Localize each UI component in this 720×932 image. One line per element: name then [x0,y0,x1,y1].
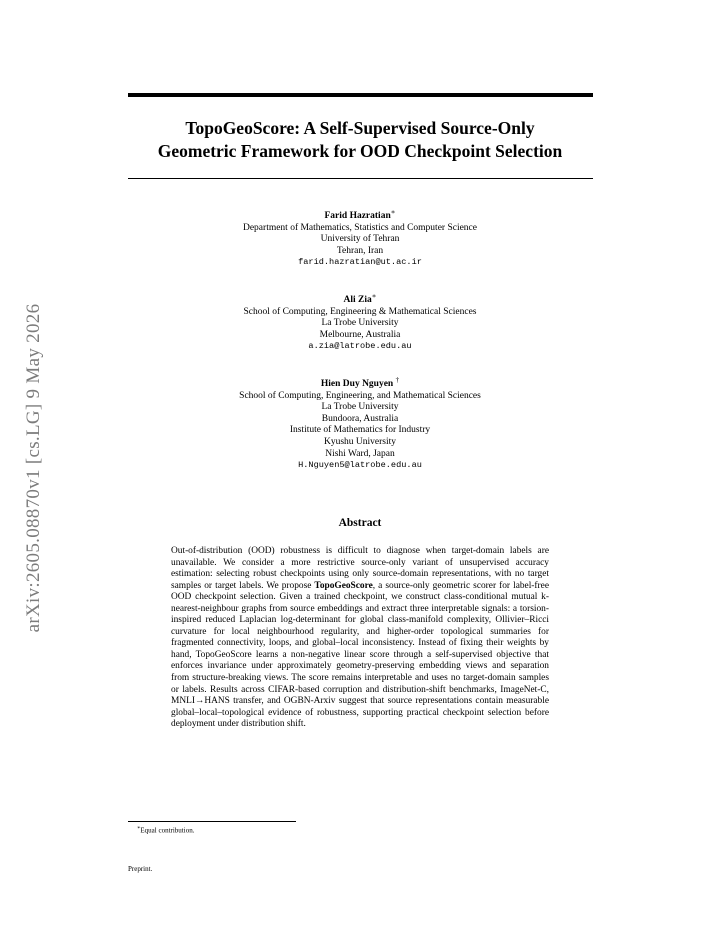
abstract-text: Out-of-distribution (OOD) robustness is difficult to diagnose when target-domain labels are unavailable. We consider a more restrictive source-only variant of unsupervised accuracy estimation: selecting robust checkpoints using only source-domain representations, with no target samples or target labels. We propose [171,546,549,591]
author-mark: ∗ [390,207,396,216]
author-name: Farid Hazratian [324,211,391,221]
footnote-rule [128,821,296,822]
affiliation-line: La Trobe University [321,402,399,413]
paper-title [110,117,610,163]
affiliation-line: Kyushu University [323,436,397,447]
author-mark: † [395,375,400,384]
preprint-label: Preprint. [128,865,153,873]
affiliation-line: School of Computing, Engineering, and Mathematical Sciences [239,390,481,401]
author-email: a.zia@latrobe.edu.au [308,341,412,352]
author-email: H.Nguyen5@latrobe.edu.au [298,460,422,471]
author-block-3 [160,375,560,472]
affiliation-line: Institute of Mathematics for Industry [289,425,431,436]
author-name: Hien Duy Nguyen [320,379,394,389]
footnote-text: Equal contribution. [140,826,195,835]
abstract-method-name: TopoGeoScore [314,580,373,591]
affiliation-line: School of Computing, Engineering & Mathematical Sciences [243,306,477,317]
affiliation-line: Department of Mathematics, Statistics and Computer Science [242,222,477,233]
affiliation-line: University of Tehran [320,234,400,245]
author-mark: ∗ [371,291,377,300]
affiliation-line: Melbourne, Australia [319,329,401,340]
abstract-heading: Abstract [338,517,382,529]
abstract-body [171,546,549,731]
title-bottom-rule [128,178,593,179]
affiliation-line: La Trobe University [321,318,399,329]
affiliation-line: Tehran, Iran [336,245,384,256]
affiliation-line: Bundoora, Australia [321,413,399,424]
author-name: Ali Zia [343,295,372,305]
author-block-1 [160,207,560,269]
title-line-2: Geometric Framework for OOD Checkpoint Selection [157,141,563,161]
author-email: farid.hazratian@ut.ac.ir [298,257,422,268]
footnote [137,825,194,834]
arxiv-identifier-text: arXiv:2605.08870v1 [cs.LG] 9 May 2026 [23,303,44,633]
affiliation-line: Nishi Ward, Japan [325,448,395,459]
footnote-mark: ∗ [137,826,141,831]
abstract-text: , a source-only geometric scorer for label-free OOD checkpoint selection. Given a trained checkpoint, we construct class-conditional mutual k-nearest-neighbour graphs from source embeddings and extract three interpretable signals: a torsion-inspired reduced Laplacian log-determinant for global class-manifold complexity, Ollivier–Ricci curvature for local neighbourhood regularity, and higher-order topological summaries for fragmented connectivity, loops, and global–local inconsistency. Instead of fixing their weights by hand, TopoGeoScore learns a non-negative linear score through a self-supervised objective that enforces invariance under approximately geometry-preserving embedding views and separation from structure-breaking views. The score remains interpretable and uses no target-domain samples or labels. Results across CIFAR-based corruption and distribution-shift benchmarks, ImageNet-C, MNLI→HANS transfer, and OGBN-Arxiv suggest that source representations contain measurable global–local–topological evidence of robustness, supporting practical checkpoint selection before deployment under distribution shift. [171,580,549,730]
author-block-2 [160,291,560,353]
title-top-rule [128,93,593,97]
title-line-1: TopoGeoScore: A Self-Supervised Source-Only [185,118,535,138]
